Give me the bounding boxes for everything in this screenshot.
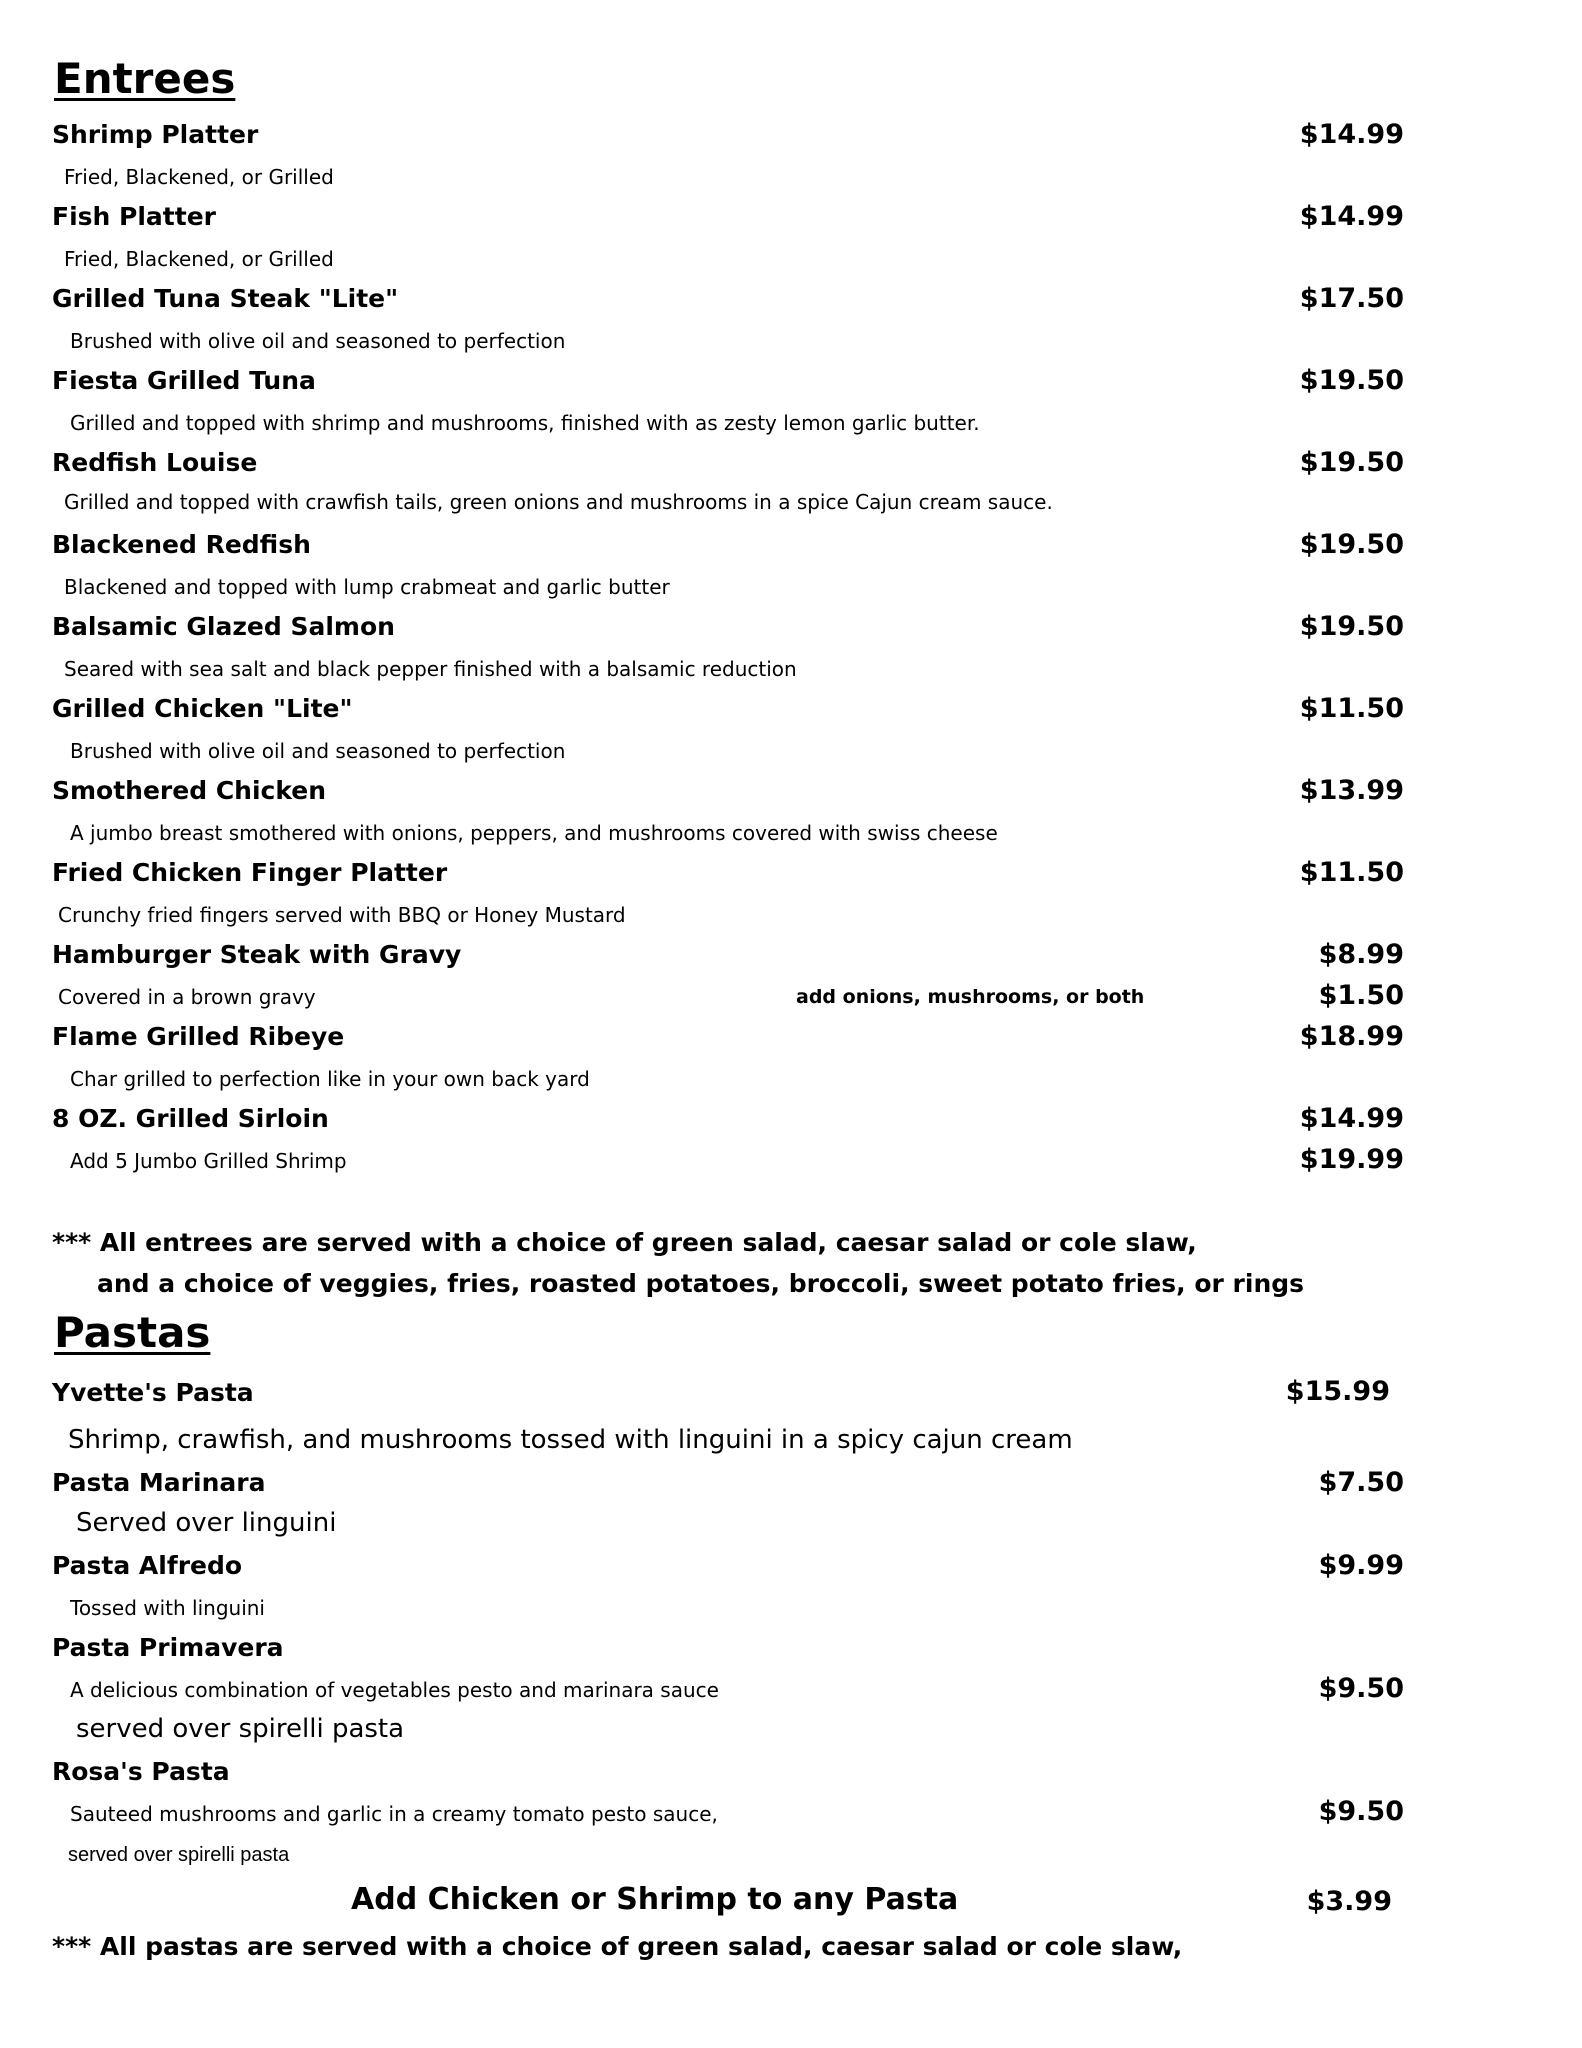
menu-item-name: Smothered Chicken bbox=[52, 776, 327, 805]
menu-item-name: 8 OZ. Grilled Sirloin bbox=[52, 1104, 329, 1133]
menu-item-name: Yvette's Pasta bbox=[52, 1378, 254, 1407]
menu-item-description: Covered in a brown gravy bbox=[58, 985, 316, 1009]
menu-item-name: Fried Chicken Finger Platter bbox=[52, 858, 448, 887]
menu-item-price: $13.99 bbox=[1299, 775, 1404, 806]
menu-item-price: $9.99 bbox=[1318, 1550, 1404, 1581]
pasta-addon-line: Add Chicken or Shrimp to any Pasta bbox=[351, 1882, 959, 1917]
menu-item-price: $15.99 bbox=[1285, 1376, 1390, 1407]
menu-item-name: Pasta Alfredo bbox=[52, 1551, 243, 1580]
pasta-addon-price: $3.99 bbox=[1306, 1886, 1392, 1917]
entrees-note-line-2: and a choice of veggies, fries, roasted potatoes, broccoli, sweet potato fries, or rings bbox=[97, 1269, 1305, 1298]
menu-item-addon: add onions, mushrooms, or both bbox=[796, 986, 1145, 1008]
menu-item-description: Sauteed mushrooms and garlic in a creamy tomato pesto sauce, bbox=[70, 1802, 718, 1826]
menu-item-description: Fried, Blackened, or Grilled bbox=[64, 165, 334, 189]
menu-item-name: Fiesta Grilled Tuna bbox=[52, 366, 316, 395]
menu-item-addon-price: $1.50 bbox=[1318, 980, 1404, 1011]
menu-item-description: Tossed with linguini bbox=[70, 1596, 265, 1620]
menu-item-description: Blackened and topped with lump crabmeat and garlic butter bbox=[64, 575, 670, 599]
menu-item-price: $14.99 bbox=[1299, 201, 1404, 232]
menu-item-description: Grilled and topped with shrimp and mushrooms, finished with as zesty lemon garlic butter. bbox=[70, 411, 980, 435]
menu-item-name: Fish Platter bbox=[52, 202, 216, 231]
menu-item-name: Hamburger Steak with Gravy bbox=[52, 940, 462, 969]
menu-item-name: Rosa's Pasta bbox=[52, 1757, 230, 1786]
entrees-title: Entrees bbox=[54, 54, 236, 103]
pastas-note-line-1: *** All pastas are served with a choice of green salad, caesar salad or cole slaw, bbox=[52, 1932, 1183, 1961]
menu-item-name: Shrimp Platter bbox=[52, 120, 259, 149]
menu-item-description: Grilled and topped with crawfish tails, green onions and mushrooms in a spice Cajun cream sauce. bbox=[64, 490, 1053, 514]
menu-item-price: $18.99 bbox=[1299, 1021, 1404, 1052]
menu-item-price: $8.99 bbox=[1318, 939, 1404, 970]
menu-item-price: $11.50 bbox=[1299, 693, 1404, 724]
menu-item-price: $11.50 bbox=[1299, 857, 1404, 888]
menu-item-price: $19.50 bbox=[1299, 529, 1404, 560]
menu-item-price: $19.50 bbox=[1299, 365, 1404, 396]
menu-item-name: Pasta Marinara bbox=[52, 1468, 266, 1497]
entrees-note-line-1: *** All entrees are served with a choice of green salad, caesar salad or cole slaw, bbox=[52, 1228, 1197, 1257]
menu-item-name: Redfish Louise bbox=[52, 448, 258, 477]
menu-item-description: Shrimp, crawfish, and mushrooms tossed with linguini in a spicy cajun cream bbox=[68, 1425, 1073, 1455]
menu-item-price: $19.50 bbox=[1299, 447, 1404, 478]
pastas-title: Pastas bbox=[54, 1308, 211, 1357]
menu-item-name: Grilled Tuna Steak "Lite" bbox=[52, 284, 399, 313]
menu-item-name: Balsamic Glazed Salmon bbox=[52, 612, 395, 641]
menu-item-description: Brushed with olive oil and seasoned to perfection bbox=[70, 739, 566, 763]
menu-item-name: Grilled Chicken "Lite" bbox=[52, 694, 353, 723]
menu-item-price: $7.50 bbox=[1318, 1467, 1404, 1498]
menu-item-price: $19.50 bbox=[1299, 611, 1404, 642]
menu-item-name: Pasta Primavera bbox=[52, 1633, 284, 1662]
menu-item-description: Served over linguini bbox=[76, 1508, 337, 1538]
menu-item-description-line-2: served over spirelli pasta bbox=[68, 1844, 290, 1866]
menu-item-price: $17.50 bbox=[1299, 283, 1404, 314]
menu-item-price: $14.99 bbox=[1299, 119, 1404, 150]
menu-item-description: Char grilled to perfection like in your own back yard bbox=[70, 1067, 590, 1091]
menu-item-description-line-2: served over spirelli pasta bbox=[76, 1714, 405, 1744]
menu-item-name: Blackened Redfish bbox=[52, 530, 311, 559]
menu-item-name: Flame Grilled Ribeye bbox=[52, 1022, 345, 1051]
menu-item-price: $9.50 bbox=[1318, 1673, 1404, 1704]
menu-item-addon-price: $19.99 bbox=[1299, 1144, 1404, 1175]
menu-item-price: $9.50 bbox=[1318, 1796, 1404, 1827]
menu-item-price: $14.99 bbox=[1299, 1103, 1404, 1134]
menu-item-description: A delicious combination of vegetables pesto and marinara sauce bbox=[70, 1678, 719, 1702]
menu-item-description: Fried, Blackened, or Grilled bbox=[64, 247, 334, 271]
menu-item-description: Seared with sea salt and black pepper finished with a balsamic reduction bbox=[64, 657, 797, 681]
menu-item-description: Brushed with olive oil and seasoned to perfection bbox=[70, 329, 566, 353]
menu-item-description: Add 5 Jumbo Grilled Shrimp bbox=[70, 1149, 347, 1173]
menu-item-description: A jumbo breast smothered with onions, peppers, and mushrooms covered with swiss cheese bbox=[70, 821, 998, 845]
menu-item-description: Crunchy fried fingers served with BBQ or Honey Mustard bbox=[58, 903, 626, 927]
